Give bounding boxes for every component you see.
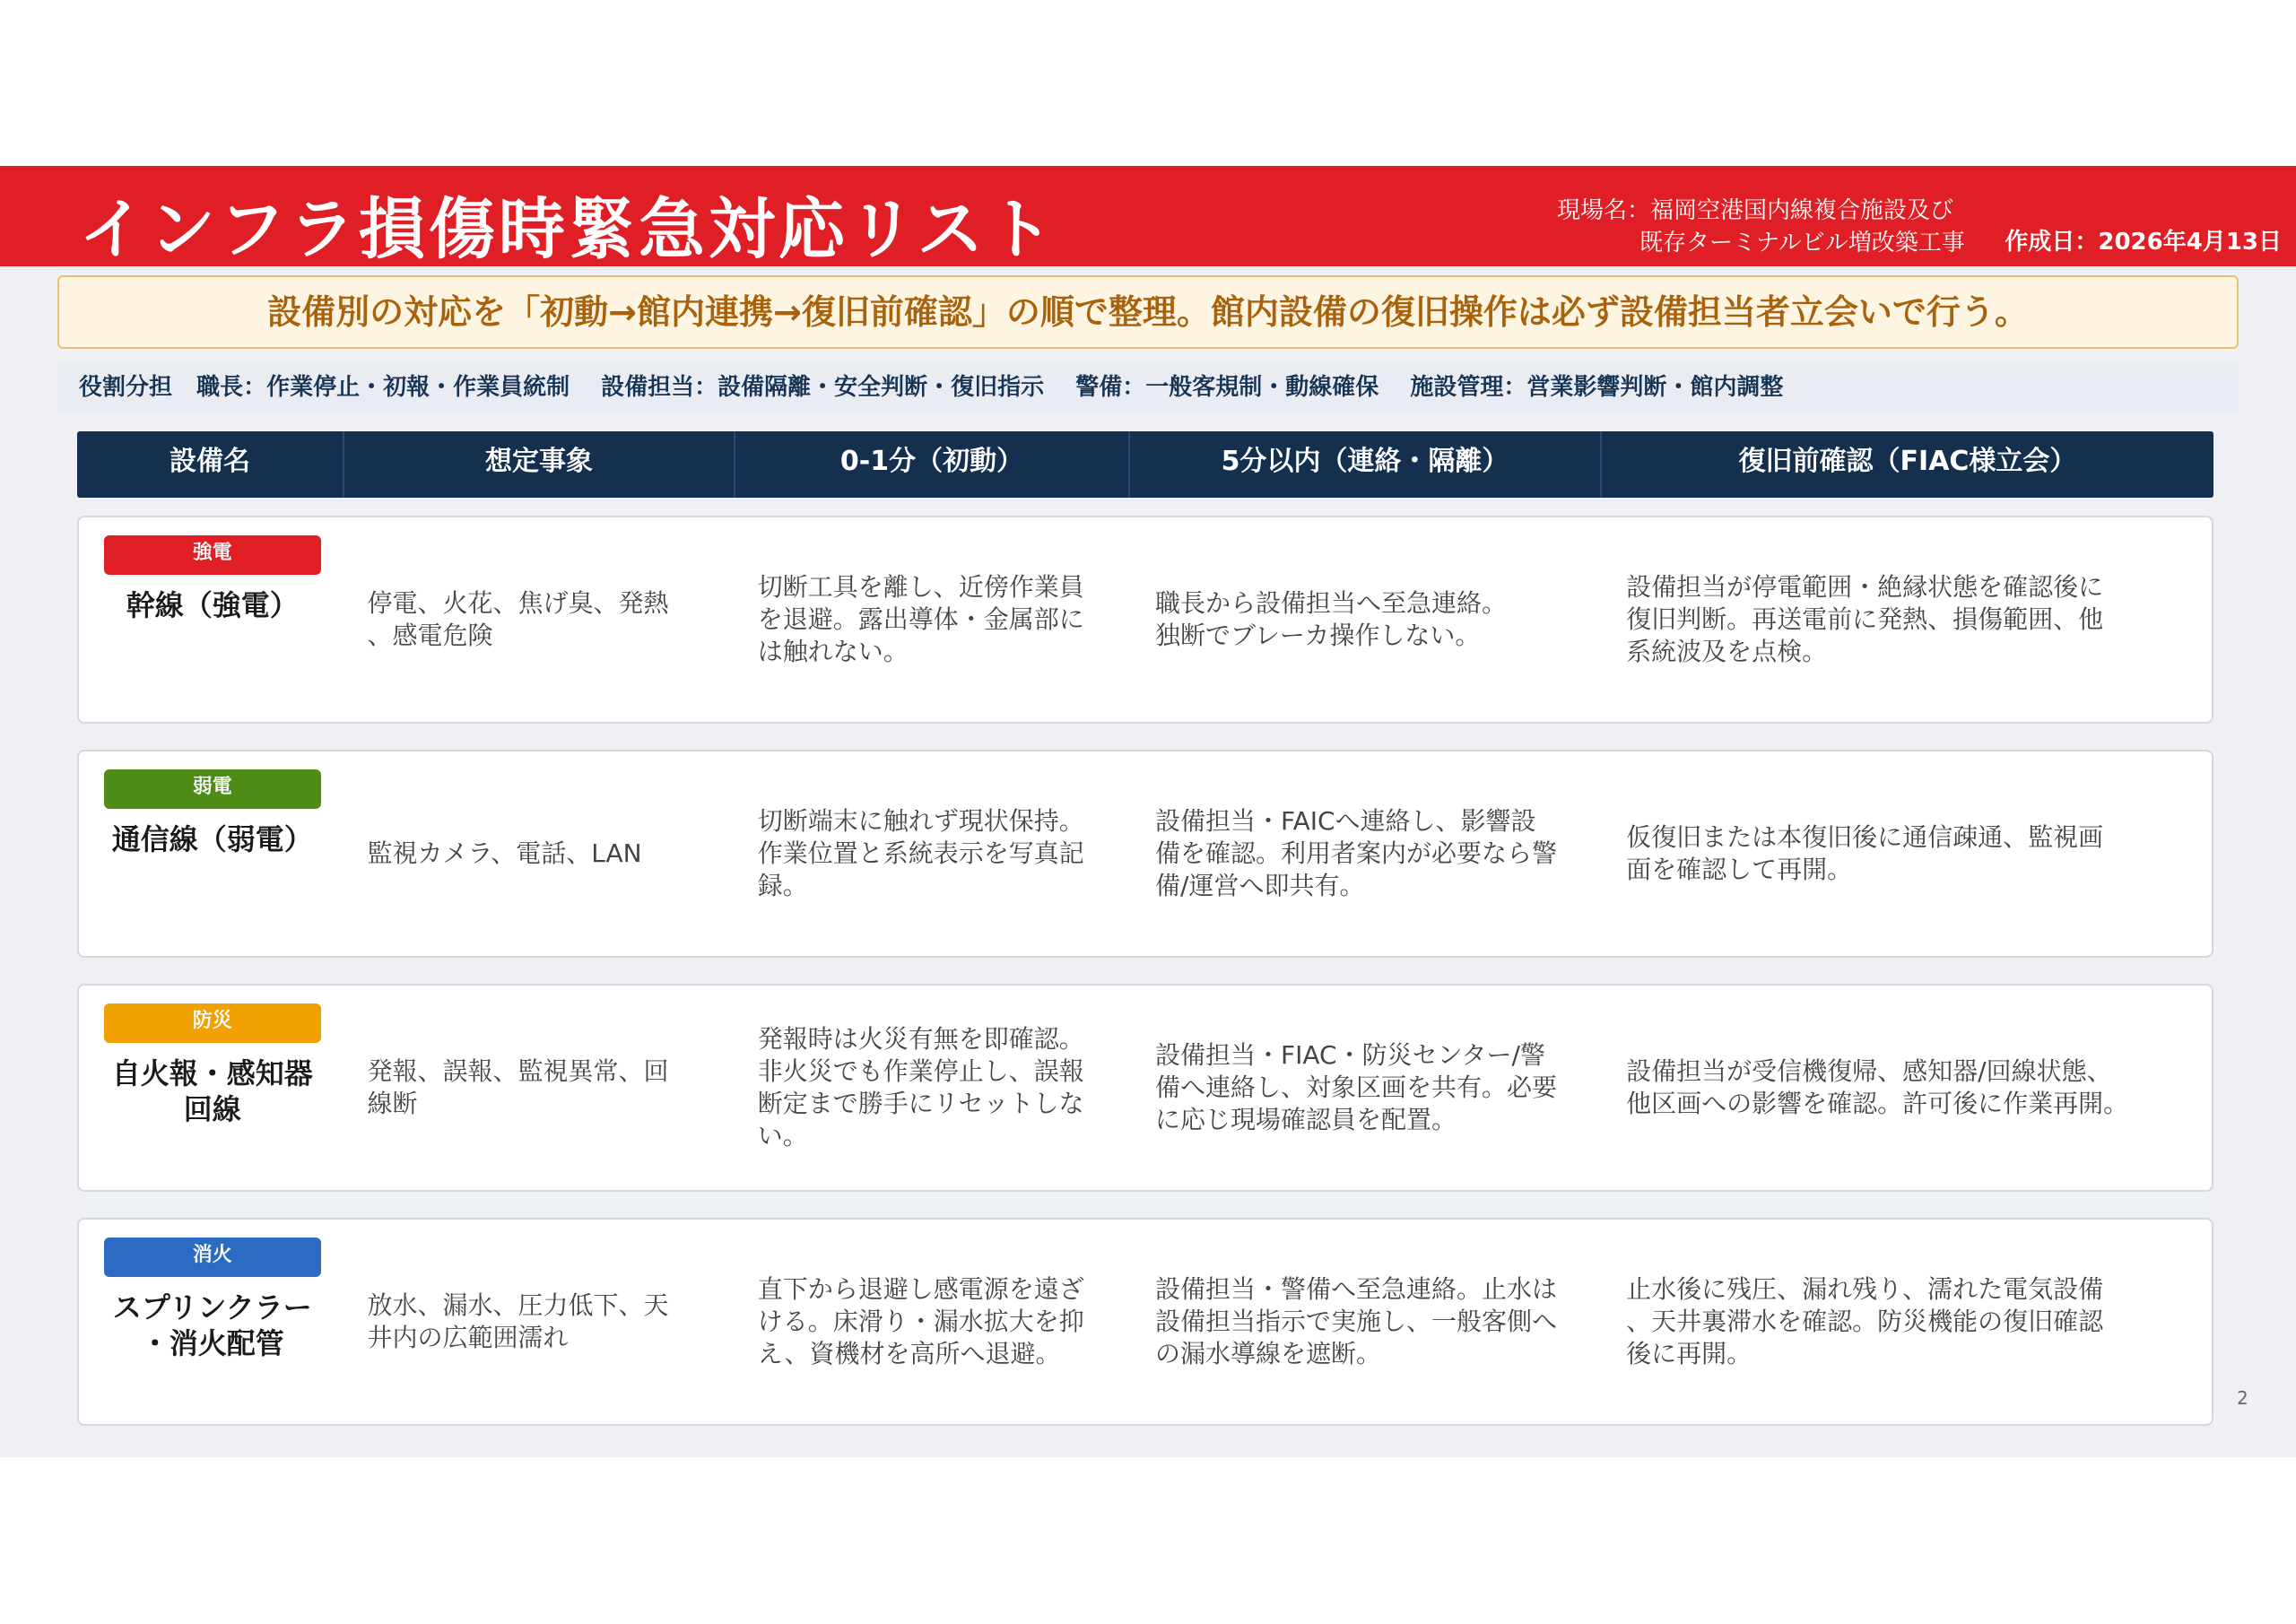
role-label: 役割分担 xyxy=(79,374,173,401)
title-bar xyxy=(0,166,2296,266)
role-item: 職長：作業停止・初報・作業員統制 xyxy=(196,374,570,401)
recovery-cell: 設備担当が停電範囲・絶縁状態を確認後に 復旧判断。再送電前に発熱、損傷範囲、他 系統波及を点検。 xyxy=(1626,572,2104,666)
category-badge: 消火 xyxy=(104,1238,321,1277)
within5-cell: 設備担当・警備へ至急連絡。止水は 設備担当指示で実施し、一般客側へ の漏水導線を遮断。 xyxy=(1155,1274,1558,1368)
notice-banner: 設備別の対応を「初動→館内連携→復旧前確認」の順で整理。館内設備の復旧操作は必ず設備担当者立会いで行う。 xyxy=(57,275,2239,349)
page-number: 2 xyxy=(2237,1387,2248,1409)
equipment-cell xyxy=(79,751,345,956)
recovery-cell: 仮復旧または本復旧後に通信疎通、監視画 面を確認して再開。 xyxy=(1626,822,2104,884)
recovery-cell: 止水後に残圧、漏れ残り、濡れた電気設備 、天井裏滞水を確認。防災機能の復旧確認 後に再開。 xyxy=(1626,1274,2104,1368)
category-badge: 弱電 xyxy=(104,769,321,809)
table-row xyxy=(77,984,2213,1192)
table-row xyxy=(77,516,2213,724)
equipment-name: 通信線（弱電） xyxy=(111,822,313,856)
initial-cell: 切断端末に触れず現状保持。 作業位置と系統表示を写真記 録。 xyxy=(757,806,1084,900)
role-item: 施設管理：営業影響判断・館内調整 xyxy=(1410,374,1784,401)
equipment-cell xyxy=(79,986,345,1190)
created-date: 作成日：2026年4月13日 xyxy=(2005,229,2282,256)
event-cell: 監視カメラ、電話、LAN xyxy=(367,838,642,868)
event-cell: 停電、火花、焦げ臭、発熱 、感電危険 xyxy=(367,588,669,650)
header-equipment: 設備名 xyxy=(77,431,344,498)
event-cell: 発報、誤報、監視異常、回 線断 xyxy=(367,1056,669,1118)
page-title: インフラ損傷時緊急対応リスト xyxy=(79,191,1057,268)
category-badge: 強電 xyxy=(104,535,321,575)
role-assignment xyxy=(57,361,2239,413)
initial-cell: 切断工具を離し、近傍作業員 を退避。露出導体・金属部に は触れない。 xyxy=(757,572,1084,666)
event-cell: 放水、漏水、圧力低下、天 井内の広範囲濡れ xyxy=(367,1290,669,1352)
within5-cell: 設備担当・FIAC・防災センター/警 備へ連絡し、対象区画を共有。必要 に応じ現場確認員を配置。 xyxy=(1155,1040,1558,1134)
site-name xyxy=(1557,195,1965,259)
header-recovery: 復旧前確認（FIAC様立会） xyxy=(1738,446,2077,477)
slide xyxy=(0,166,2296,1457)
site-line-1: 現場名：福岡空港国内線複合施設及び xyxy=(1557,197,1954,224)
table-row xyxy=(77,750,2213,958)
header-event: 想定事象 xyxy=(344,431,735,498)
initial-cell: 発報時は火災有無を即確認。 非火災でも作業停止し、誤報 断定まで勝手にリセットしな い。 xyxy=(757,1024,1084,1151)
category-badge: 防災 xyxy=(104,1003,321,1043)
equipment-cell xyxy=(79,517,345,722)
initial-cell: 直下から退避し感電源を遠ざ ける。床滑り・漏水拡大を抑 え、資機材を高所へ退避。 xyxy=(757,1274,1084,1368)
equipment-cell xyxy=(79,1220,345,1424)
role-item: 設備担当：設備隔離・安全判断・復旧指示 xyxy=(601,374,1045,401)
equipment-name: スプリンクラー ・消火配管 xyxy=(112,1290,312,1360)
within5-cell: 設備担当・FAICへ連絡し、影響設 備を確認。利用者案内が必要なら警 備/運営へ即共有。 xyxy=(1155,806,1558,900)
equipment-name: 自火報・感知器 回線 xyxy=(111,1056,313,1126)
recovery-cell: 設備担当が受信機復帰、感知器/回線状態、 他区画への影響を確認。許可後に作業再開。 xyxy=(1626,1056,2129,1118)
header-initial: 0-1分（初動） xyxy=(735,431,1130,498)
table-header xyxy=(77,431,2213,498)
equipment-name: 幹線（強電） xyxy=(126,588,299,622)
header-within5: 5分以内（連絡・隔離） xyxy=(1130,431,1602,498)
site-line-2: 既存ターミナルビル増改築工事 xyxy=(1639,230,1965,256)
role-item: 警備：一般客規制・動線確保 xyxy=(1075,374,1379,401)
within5-cell: 職長から設備担当へ至急連絡。 独断でブレーカ操作しない。 xyxy=(1155,588,1508,650)
table-row xyxy=(77,1218,2213,1426)
